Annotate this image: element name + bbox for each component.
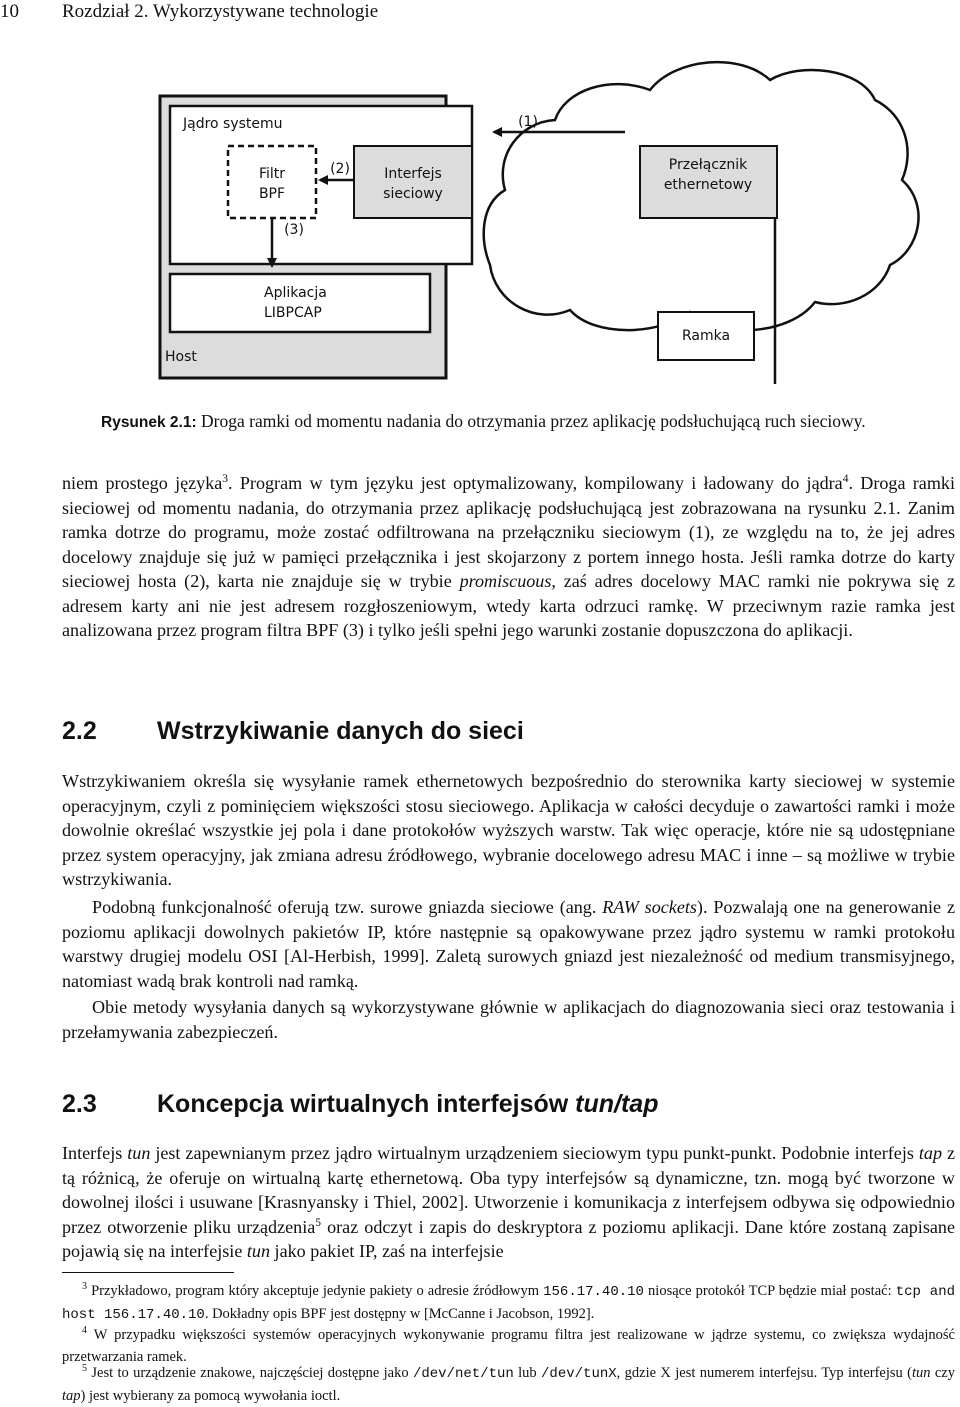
p-text-c: z tą różnicą, że oferuje on wirtualną kartę ethernetową. Oba typy interfejsów są dynamiczne, tzn. mogą być tworzone w dowolnej ilości i usuwane [Krasnyansky i Thiel, 2002]. Utworzenie i komunikacja z interfejsem odbywa się odpowiednio przez otworzenie pliku urządzenia [62, 1143, 955, 1237]
figure-caption [101, 409, 866, 435]
section-2-2-paragraph-1: Wstrzykiwaniem określa się wysyłanie ramek ethernetowych bezpośrednio do sterownika karty sieciowej w systemie operacyjnym, czyli z pominięciem większości stosu sieciowego. Aplikacja w całości decyduje o zawartości ramki i może dowolnie określać wszystkie jej pola i dane protokołów wyższych warstw. Tak więc operacje, które nie są udostępniane przez system operacyjny, jak zmiana adresu źródłowego, wybranie docelowego adresu MAC i inne – są możliwe w trybie wstrzykiwania. [62, 771, 955, 889]
bpf-filter-box [228, 146, 316, 218]
footnote-4: $^4$ W przypadku większości systemów operacyjnych wykonywanie programu filtra jest realizowane w jądrze systemu, co zwiększa wydajność przetwarzania ramek. [62, 1325, 955, 1365]
tap-term: tap [918, 1143, 942, 1163]
p-text-b: jest zapewnianym przez jądro wirtualnym urządzeniem sieciowym typu punkt-punkt. Podobnie interfejs [150, 1143, 919, 1163]
fn5-text-c: , gdzie X jest numerem interfejsu. Typ interfejsu ( [616, 1365, 912, 1381]
fn5-text-d: czy [930, 1365, 955, 1381]
footnote-3: $^3$ Przykładowo, program który akceptuje jedynie pakiety o adresie źródłowym 156.17.40.10 niosące protokół TCP będzie miał postać: tcp and host 156.17.40.10. Dokładny opis BPF jest dostępny w [McCanne i Jacobson, 1992]. [62, 1281, 956, 1323]
intro-text-a: niem prostego języka [62, 473, 223, 493]
section-2-2-paragraph-2 [62, 895, 955, 993]
fn5-tap-term: tap [62, 1388, 81, 1404]
fn5-tun-term: tun [911, 1365, 931, 1381]
fn3-ip-address: 156.17.40.10 [543, 1284, 644, 1300]
interface-label-line-1: Interfejs [384, 166, 442, 182]
fn3-text-b: niosące protokół TCP będzie miał postać: [643, 1283, 896, 1299]
arrow-3-label: (3) [284, 222, 304, 238]
section-heading-2-3 [62, 1089, 658, 1119]
host-label: Host [165, 349, 197, 365]
running-header [0, 0, 378, 24]
chapter-title: Rozdział 2. Wykorzystywane technologie [62, 1, 379, 22]
raw-sockets-term: RAW sockets [602, 897, 697, 917]
p2-text-a: Podobną funkcjonalność oferują tzw. surowe gniazda sieciowe (ang. [92, 897, 603, 917]
section-title: Wstrzykiwanie danych do sieci [157, 717, 524, 745]
caption-label: Rysunek 2.1: [101, 414, 197, 431]
intro-text-c: . Droga ramki sieciowej od momentu nadania, do otrzymania przez aplikację podsłuchującą jest zobrazowana na rysunku 2.1. Zanim ramka dotrze do programu, może zostać odfiltrowana na przełączniku sieciowym (1), ze względu na to, że jej adres docelowy znajduje się już w pamięci przełącznika i jest skojarzony z portem innego hosta. Jeśli ramka dotrze do karty sieciowej hosta (2), karta nie znajduje się w trybie [62, 473, 955, 591]
tun-term-2: tun [246, 1241, 271, 1261]
network-interface-box [354, 146, 472, 218]
p-text-a: Interfejs [62, 1143, 128, 1163]
intro-paragraph [62, 471, 955, 643]
arrow-2-label: (2) [330, 161, 350, 177]
fn3-filter-code: tcp and host 156.17.40.10 [62, 1284, 956, 1323]
fn3-text-a: Przykładowo, program który akceptuje jedynie pakiety o adresie źródłowym [87, 1283, 544, 1299]
fn3-text-c: . Dokładny opis BPF jest dostępny w [McCanne i Jacobson, 1992]. [204, 1306, 595, 1322]
fn4-text: W przypadku większości systemów operacyjnych wykonywanie programu filtra jest realizowane w jądrze systemu, co zwiększa wydajność przetwarzania ramek. [62, 1327, 955, 1365]
fn5-text-e: ) jest wybierany za pomocą wywołania ioctl. [80, 1388, 341, 1404]
section-2-2-paragraph-3: Obie metody wysyłania danych są wykorzystywane głównie w aplikacjach do diagnozowania sieci oraz testowania i przełamywania zabezpieczeń. [62, 997, 955, 1042]
footnote-5: $^5$ Jest to urządzenie znakowe, najczęściej dostępne jako /dev/net/tun lub /dev/tunX, gdzie X jest numerem interfejsu. Typ interfejsu (tun czy tap) jest wybierany za pomocą wywołania ioctl. [62, 1363, 955, 1404]
footnote-rule [62, 1272, 234, 1273]
section-title-emphasis: tun/tap [575, 1090, 659, 1118]
app-label-line-1: Aplikacja [264, 285, 327, 301]
fn5-device-path-1: /dev/net/tun [412, 1366, 514, 1382]
section-title: Koncepcja wirtualnych interfejsów [157, 1090, 576, 1118]
interface-label-line-2: sieciowy [383, 186, 443, 202]
frame-label: Ramka [681, 328, 731, 344]
promiscuous-term: promiscuous [459, 571, 552, 591]
p-text-e: jako pakiet IP, zaś na interfejsie [270, 1241, 504, 1261]
tun-term: tun [127, 1143, 151, 1163]
p-text-d: oraz odczyt i zapis do deskryptora z poziomu aplikacji. Dane które zostaną zapisane pojawią się na interfejsie [62, 1216, 955, 1261]
filter-label-line-1: Filtr [258, 166, 286, 182]
p2-text-b: ). Pozwalają one na generowanie z poziomu aplikacji dowolnych pakietów IP, które następnie są opakowywane przez jądro systemu w ramki protokołu warstwy drugiej modelu OSI [Al-Herbish, 1999]. Zaletą surowych gniazd jest niezależność od medium transmisyjnego, natomiast wadą brak kontroli nad ramką. [62, 897, 955, 991]
section-2-3-paragraph-1 [62, 1141, 955, 1264]
page-number: 10 [0, 1, 19, 22]
caption-text: Droga ramki od momentu nadania do otrzymania przez aplikację podsłuchującą ruch sieciowy. [196, 411, 866, 431]
kernel-label: Jądro systemu [183, 116, 283, 132]
network-path-diagram [0, 40, 960, 390]
section-number: 2.3 [62, 1090, 97, 1118]
section-number: 2.2 [62, 717, 97, 745]
fn5-text-a: Jest to urządzenie znakowe, najczęściej dostępne jako [87, 1365, 413, 1381]
intro-text-b: . Program w tym języku jest optymalizowany, kompilowany i ładowany do jądra [228, 473, 843, 493]
switch-label-line-1: Przełącznik [668, 157, 748, 173]
section-heading-2-2 [62, 716, 524, 746]
intro-text-d: , zaś adres docelowy MAC ramki nie pokrywa się z adresem karty ani nie jest adresem rozgłoszeniowym, wtedy karta odrzuci ramkę. W przeciwnym razie ramka jest analizowana przez program filtra BPF (3) i tylko jeśli spełni jego warunki zostanie dopuszczona do aplikacji. [62, 571, 955, 640]
fn5-device-path-2: /dev/tunX [541, 1366, 617, 1382]
arrow-1-label: (1) [518, 114, 538, 130]
filter-label-line-2: BPF [258, 186, 286, 202]
footnote-ref-3: 3 [222, 472, 229, 485]
libpcap-box [170, 274, 430, 332]
fn5-text-b: lub [513, 1365, 542, 1381]
switch-label-line-2: ethernetowy [663, 177, 753, 193]
footnote-ref-4: 4 [842, 472, 849, 485]
footnote-ref-5: 5 [315, 1216, 322, 1229]
app-label-line-2: LIBPCAP [264, 305, 322, 321]
